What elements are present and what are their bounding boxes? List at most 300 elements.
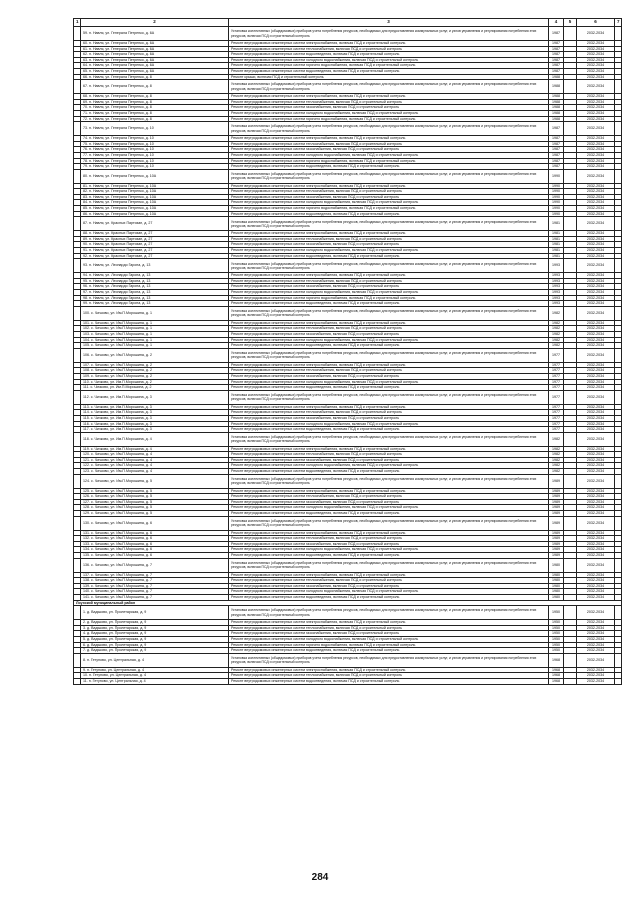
address-text: с. Чичково, ул. Им.П.Морошина, д. 3 (90, 394, 152, 399)
work-type-cell: Ремонт внутридомовых инженерных систем теплоснабжения, включая ПСД и строительный контроль (229, 326, 549, 332)
address-text: с. Чичково, ул. Им.П.Морошина, д. 1 (91, 331, 152, 336)
header-cell: 6 (577, 19, 615, 27)
build-year-cell: 1987 (549, 158, 564, 164)
row-number: 99. (83, 301, 88, 306)
build-year-cell: 1950 (549, 620, 564, 626)
row-number: 94. (83, 273, 88, 278)
address-text: п. Навля, ул. Красных Партизан, д. 27 (89, 242, 153, 247)
address-text: п. Навля, ул. Генерала Петренко, д. 8 (89, 110, 152, 115)
page-number: 284 (311, 872, 329, 883)
period-cell: 2032-2034 (577, 331, 615, 337)
empty-cell (615, 122, 622, 136)
row-index-cell (74, 80, 81, 94)
period-cell: 2032-2034 (577, 27, 615, 41)
address-cell (81, 653, 229, 667)
build-year-cell: 1993 (549, 259, 564, 273)
address-cell (81, 259, 229, 273)
period-cell: 2032-2034 (577, 284, 615, 290)
work-type-cell: Установка коллективных (общедомовых) приборов учета потребления ресурсов, необходимых для предоставления коммунальных услуг, и узлов управления и регулирования потребления этих ресурсов, включая ПСД и строительный контроль (229, 474, 549, 488)
empty-cell (564, 122, 577, 136)
build-year-cell: 1993 (549, 278, 564, 284)
work-type-cell: Ремонт внутридомовых инженерных систем электроснабжения, включая ПСД и строительный контроль (229, 404, 549, 410)
build-year-cell: 1989 (549, 494, 564, 500)
build-year-cell: 1987 (549, 141, 564, 147)
empty-cell (615, 516, 622, 530)
work-type-cell: Ремонт крыши, включая ПСД и строительный контроль (229, 74, 549, 80)
row-index-cell (74, 474, 81, 488)
work-type-cell: Установка коллективных (общедомовых) приборов учета потребления ресурсов, необходимых для предоставления коммунальных услуг, и узлов управления и регулирования потребления этих ресурсов, включая ПСД и строительный контроль (229, 80, 549, 94)
row-number: 124. (83, 478, 90, 483)
row-number: 78. (83, 158, 88, 163)
row-number: 136. (83, 562, 90, 567)
row-number: 7. (83, 648, 86, 653)
build-year-cell: 1987 (549, 147, 564, 153)
empty-cell (564, 678, 577, 684)
row-number: 105. (83, 343, 90, 348)
address-text: п. Навля, ул. Красных Партизан, д. 27 (89, 221, 153, 226)
work-type-cell: Ремонт внутридомовых инженерных систем горячего водоснабжения, включая ПСД и строительный контроль (229, 206, 549, 212)
address-text: п. Навля, ул. Красных Партизан, д. 27 (89, 248, 153, 253)
row-index-cell (74, 217, 81, 231)
address-text: п. Навля, ул. Генерала Петренко, д. 10А (89, 173, 157, 178)
period-cell: 2032-2034 (577, 457, 615, 463)
address-text: с. Чичково, ул. Им.П.Морошина, д. 7 (91, 578, 152, 583)
work-type-cell: Ремонт внутридомовых инженерных систем водоотведения, включая ПСД и строительный контроль (229, 253, 549, 259)
row-number: 81. (83, 183, 88, 188)
address-text: с. Чичково, ул. Им.П.Морошина, д. 4 (90, 446, 152, 451)
header-cell: 3 (229, 19, 549, 27)
work-type-cell: Ремонт внутридомовых инженерных систем холодного водоснабжения, включая ПСД и строительный контроль (229, 110, 549, 116)
build-year-cell: 1950 (549, 642, 564, 648)
row-number: 5. (83, 636, 86, 641)
build-year-cell: 1950 (549, 636, 564, 642)
build-year-cell: 1989 (549, 547, 564, 553)
work-type-cell: Ремонт внутридомовых инженерных систем холодного водоснабжения, включая ПСД и строительный контроль (229, 421, 549, 427)
work-type-cell: Ремонт внутридомовых инженерных систем газоснабжения, включая ПСД и строительный контроль (229, 284, 549, 290)
period-cell: 2032-2034 (577, 594, 615, 600)
build-year-cell: 1987 (549, 46, 564, 52)
period-cell: 2032-2034 (577, 122, 615, 136)
period-cell: 2032-2034 (577, 505, 615, 511)
header-cell: 1 (74, 19, 81, 27)
address-text: с. Чичково, ул. Им.П.Морошина, д. 2 (90, 379, 152, 384)
row-number: 80. (83, 173, 88, 178)
address-text: с. Чичково, ул. Им.П.Морошина, д. 7 (91, 583, 152, 588)
empty-cell (615, 432, 622, 446)
address-text: п. Гетуново, ул. Центральная, д. 4 (87, 657, 144, 662)
work-type-cell: Установка коллективных (общедомовых) приборов учета потребления ресурсов, необходимых для предоставления коммунальных услуг, и узлов управления и регулирования потребления этих ресурсов, включая ПСД и строительный контроль (229, 653, 549, 667)
period-cell: 2032-2034 (577, 589, 615, 595)
work-type-cell: Ремонт внутридомовых инженерных систем водоотведения, включая ПСД и строительный контроль (229, 211, 549, 217)
empty-cell (564, 558, 577, 572)
address-cell (81, 80, 229, 94)
address-text: п. Навля, ул. Генерала Петренко, д. 8 (89, 116, 152, 121)
build-year-cell: 1981 (549, 236, 564, 242)
empty-cell (615, 606, 622, 620)
build-year-cell: 1982 (549, 343, 564, 349)
period-cell: 2032-2034 (577, 578, 615, 584)
build-year-cell: 1982 (549, 320, 564, 326)
work-type-cell: Ремонт внутридомовых инженерных систем электроснабжения, включая ПСД и строительный контроль (229, 667, 549, 673)
period-cell: 2032-2034 (577, 636, 615, 642)
empty-cell (615, 169, 622, 183)
row-number: 101. (83, 320, 90, 325)
address-text: с. Чичково, ул. Им.П.Морошина, д. 4 (91, 469, 152, 474)
work-type-cell: Ремонт внутридомовых инженерных систем водоотведения, включая ПСД и строительный контроль (229, 52, 549, 58)
work-type-cell: Ремонт внутридомовых инженерных систем горячего водоснабжения, включая ПСД и строительный контроль (229, 116, 549, 122)
row-number: 128. (83, 505, 90, 510)
period-cell: 2032-2034 (577, 404, 615, 410)
row-number: 109. (83, 373, 90, 378)
row-index-cell (74, 169, 81, 183)
build-year-cell: 1977 (549, 348, 564, 362)
address-text: с. Чичково, ул. Им.П.Морошина, д. 1 (91, 310, 152, 315)
build-year-cell: 1989 (549, 530, 564, 536)
period-cell: 2032-2034 (577, 558, 615, 572)
work-type-cell: Ремонт внутридомовых инженерных систем газоснабжения, включая ПСД и строительный контроль (229, 457, 549, 463)
table-row (74, 348, 622, 362)
row-number: 88. (83, 231, 88, 236)
period-cell: 2032-2034 (577, 673, 615, 679)
period-cell: 2032-2034 (577, 211, 615, 217)
empty-cell (564, 169, 577, 183)
period-cell: 2032-2034 (577, 259, 615, 273)
work-type-cell: Ремонт внутридомовых инженерных систем газоснабжения, включая ПСД и строительный контроль (229, 373, 549, 379)
period-cell: 2032-2034 (577, 194, 615, 200)
work-type-cell: Ремонт внутридомовых инженерных систем электроснабжения, включая ПСД и строительный контроль (229, 488, 549, 494)
table-row (74, 122, 622, 136)
address-text: с. Чичково, ул. Им.П.Морошина, д. 1 (91, 326, 152, 331)
work-type-cell: Установка коллективных (общедомовых) приборов учета потребления ресурсов, необходимых для предоставления коммунальных услуг, и узлов управления и регулирования потребления этих ресурсов, включая ПСД и строительный контроль (229, 348, 549, 362)
address-text: п. Навля, ул. Генерала Петренко, д. 6А (89, 46, 155, 51)
address-text: п. Навля, ул. Генерала Петренко, д. 10 (89, 136, 154, 141)
address-cell (81, 606, 229, 620)
build-year-cell: 1977 (549, 368, 564, 374)
work-type-cell: Установка коллективных (общедомовых) приборов учета потребления ресурсов, необходимых для предоставления коммунальных услуг, и узлов управления и регулирования потребления этих ресурсов, включая ПСД и строительный контроль (229, 516, 549, 530)
build-year-cell: 1982 (549, 457, 564, 463)
period-cell: 2032-2034 (577, 136, 615, 142)
address-text: п. Навля, ул. Леонардо Гарона, д. 13 (89, 284, 151, 289)
period-cell: 2032-2034 (577, 606, 615, 620)
build-year-cell: 1982 (549, 331, 564, 337)
address-text: п. Навля, ул. Леонардо Гарона, д. 13 (89, 301, 151, 306)
build-year-cell: 1988 (549, 94, 564, 100)
empty-cell (615, 80, 622, 94)
build-year-cell: 1989 (549, 511, 564, 517)
work-type-cell: Ремонт внутридомовых инженерных систем водоотведения, включая ПСД и строительный контроль (229, 469, 549, 475)
build-year-cell: 1993 (549, 301, 564, 307)
row-number: 141. (83, 594, 90, 599)
row-index-cell (74, 432, 81, 446)
row-number: 131. (83, 530, 90, 535)
row-number: 140. (83, 589, 90, 594)
work-type-cell: Ремонт внутридомовых инженерных систем холодного водоснабжения, включая ПСД и строительный контроль (229, 547, 549, 553)
row-number: 59. (83, 31, 88, 36)
build-year-cell: 1977 (549, 379, 564, 385)
work-type-cell: Ремонт внутридомовых инженерных систем газоснабжения, включая ПСД и строительный контроль (229, 147, 549, 153)
row-number: 63. (83, 57, 88, 62)
row-number: 2. (83, 620, 86, 625)
build-year-cell: 1987 (549, 136, 564, 142)
address-cell (81, 516, 229, 530)
period-cell: 2032-2034 (577, 553, 615, 559)
work-type-cell: Ремонт внутридомовых инженерных систем теплоснабжения, включая ПСД и строительный контроль (229, 99, 549, 105)
work-type-cell: Ремонт внутридомовых инженерных систем теплоснабжения, включая ПСД и строительный контроль (229, 452, 549, 458)
period-cell: 2032-2034 (577, 169, 615, 183)
period-cell: 2032-2034 (577, 46, 615, 52)
build-year-cell: 1981 (549, 242, 564, 248)
build-year-cell: 1982 (549, 337, 564, 343)
empty-cell (564, 217, 577, 231)
work-type-cell: Ремонт внутридомовых инженерных систем водоотведения, включая ПСД и строительный контроль (229, 164, 549, 170)
address-cell (81, 432, 229, 446)
address-text: с. Чичково, ул. Им.П.Морошина, д. 1 (91, 337, 152, 342)
build-year-cell: 1987 (549, 122, 564, 136)
address-text: п. Навля, ул. Генерала Петренко, д. 10 (89, 147, 154, 152)
address-text: п. Навля, ул. Красных Партизан, д. 27 (89, 236, 153, 241)
period-cell: 2032-2034 (577, 68, 615, 74)
address-text: д. Вадьково, ул. Пролетарская, д. 9 (87, 642, 147, 647)
row-number: 68. (83, 94, 88, 99)
build-year-cell: 1990 (549, 206, 564, 212)
table-row (74, 516, 622, 530)
period-cell: 2032-2034 (577, 105, 615, 111)
work-type-cell: Ремонт внутридомовых инженерных систем теплоснабжения, включая ПСД и строительный контроль (229, 578, 549, 584)
address-text: с. Чичково, ул. Им.П.Морошина, д. 1 (91, 343, 152, 348)
address-text: п. Навля, ул. Генерала Петренко, д. 6А (89, 63, 155, 68)
build-year-cell: 1982 (549, 326, 564, 332)
period-cell: 2032-2034 (577, 463, 615, 469)
work-type-cell: Ремонт внутридомовых инженерных систем горячего водоснабжения, включая ПСД и строительный контроль (229, 295, 549, 301)
work-type-cell: Ремонт внутридомовых инженерных систем теплоснабжения, включая ПСД и строительный контроль (229, 536, 549, 542)
row-index-cell (74, 558, 81, 572)
empty-cell (564, 516, 577, 530)
build-year-cell: 1987 (549, 41, 564, 47)
period-cell: 2032-2034 (577, 326, 615, 332)
build-year-cell: 1968 (549, 678, 564, 684)
row-number: 75. (83, 141, 88, 146)
address-text: д. Вадьково, ул. Пролетарская, д. 9 (87, 636, 147, 641)
address-cell (81, 27, 229, 41)
empty-cell (564, 474, 577, 488)
row-number: 95. (83, 278, 88, 283)
row-number: 119. (83, 446, 90, 451)
address-text: п. Навля, ул. Генерала Петренко, д. 10А (89, 189, 157, 194)
build-year-cell: 1950 (549, 625, 564, 631)
row-index-cell (74, 122, 81, 136)
row-number: 114. (83, 410, 90, 415)
work-type-cell: Ремонт внутридомовых инженерных систем теплоснабжения, включая ПСД и строительный контроль (229, 141, 549, 147)
table-row (74, 474, 622, 488)
row-number: 1. (83, 610, 86, 615)
row-number: 97. (83, 290, 88, 294)
address-text: д. Вадьково, ул. Пролетарская, д. 9 (87, 625, 147, 630)
empty-cell (564, 80, 577, 94)
period-cell: 2032-2034 (577, 116, 615, 122)
period-cell: 2032-2034 (577, 572, 615, 578)
period-cell: 2032-2034 (577, 248, 615, 254)
work-type-cell: Ремонт внутридомовых инженерных систем холодного водоснабжения, включая ПСД и строительный контроль (229, 337, 549, 343)
row-number: 10. (83, 673, 88, 678)
build-year-cell: 1981 (549, 217, 564, 231)
address-text: п. Навля, ул. Генерала Петренко, д. 10А (89, 211, 157, 216)
row-number: 127. (83, 499, 90, 504)
build-year-cell: 1988 (549, 74, 564, 80)
row-number: 98. (83, 295, 88, 300)
work-type-cell: Ремонт внутридомовых инженерных систем электроснабжения, включая ПСД и строительный контроль (229, 320, 549, 326)
work-type-cell: Ремонт внутридомовых инженерных систем теплоснабжения, включая ПСД и строительный контроль (229, 368, 549, 374)
row-number: 91. (83, 248, 88, 253)
build-year-cell: 1988 (549, 80, 564, 94)
row-number: 123. (83, 469, 90, 474)
row-number: 90. (83, 242, 88, 247)
build-year-cell: 1982 (549, 432, 564, 446)
build-year-cell: 1968 (549, 653, 564, 667)
work-type-cell: Ремонт внутридомовых инженерных систем водоотведения, включая ПСД и строительный контроль (229, 594, 549, 600)
row-number: 6. (83, 642, 86, 647)
period-cell: 2032-2034 (577, 147, 615, 153)
period-cell: 2032-2034 (577, 52, 615, 58)
period-cell: 2032-2034 (577, 57, 615, 63)
work-type-cell: Установка коллективных (общедомовых) приборов учета потребления ресурсов, необходимых для предоставления коммунальных услуг, и узлов управления и регулирования потребления этих ресурсов, включая ПСД и строительный контроль (229, 217, 549, 231)
address-text: с. Чичково, ул. Им.П.Морошина, д. 4 (91, 457, 152, 462)
table-row (74, 169, 622, 183)
row-number: 66. (83, 74, 88, 79)
build-year-cell: 1977 (549, 415, 564, 421)
work-type-cell: Ремонт внутридомовых инженерных систем газоснабжения, включая ПСД и строительный контроль (229, 242, 549, 248)
header-row (74, 19, 622, 27)
work-type-cell: Ремонт внутридомовых инженерных систем холодного водоснабжения, включая ПСД и строительный контроль (229, 57, 549, 63)
row-number: 11. (83, 678, 88, 683)
work-type-cell: Ремонт внутридомовых инженерных систем холодного водоснабжения, включая ПСД и строительный контроль (229, 636, 549, 642)
work-type-cell: Ремонт внутридомовых инженерных систем водоотведения, включая ПСД и строительный контроль (229, 385, 549, 391)
period-cell: 2032-2034 (577, 653, 615, 667)
address-text: п. Гетуново, ул. Центральная, д. 4 (88, 678, 146, 683)
address-cell (81, 217, 229, 231)
build-year-cell: 1988 (549, 110, 564, 116)
empty-cell (564, 390, 577, 404)
work-type-cell: Ремонт внутридомовых инженерных систем электроснабжения, включая ПСД и строительный контроль (229, 530, 549, 536)
build-year-cell: 1989 (549, 474, 564, 488)
table-row (74, 606, 622, 620)
address-text: с. Чичково, ул. Им.П.Морошина, д. 6 (91, 530, 152, 535)
address-text: п. Навля, ул. Генерала Петренко, д. 10А (89, 194, 157, 199)
address-text: п. Навля, ул. Леонардо Гарона, д. 13 (89, 263, 151, 268)
row-index-cell (74, 678, 81, 684)
period-cell: 2032-2034 (577, 583, 615, 589)
address-cell (81, 474, 229, 488)
address-text: п. Навля, ул. Генерала Петренко, д. 6А (89, 68, 155, 73)
work-type-cell: Ремонт внутридомовых инженерных систем теплоснабжения, включая ПСД и строительный контроль (229, 236, 549, 242)
work-type-cell: Установка коллективных (общедомовых) приборов учета потребления ресурсов, необходимых для предоставления коммунальных услуг, и узлов управления и регулирования потребления этих ресурсов, включая ПСД и строительный контроль (229, 122, 549, 136)
table-row (74, 80, 622, 94)
address-text: с. Чичково, ул. Им.П.Морошина, д. 4 (91, 463, 152, 468)
period-cell: 2032-2034 (577, 432, 615, 446)
address-text: п. Навля, ул. Генерала Петренко, д. 10 (89, 141, 154, 146)
build-year-cell: 1987 (549, 57, 564, 63)
period-cell: 2032-2034 (577, 362, 615, 368)
work-type-cell: Ремонт внутридомовых инженерных систем водоотведения, включая ПСД и строительный контроль (229, 678, 549, 684)
build-year-cell: 1981 (549, 253, 564, 259)
empty-cell (564, 653, 577, 667)
table-row (74, 432, 622, 446)
address-text: д. Вадьково, ул. Пролетарская, д. 9 (87, 620, 147, 625)
work-type-cell: Ремонт внутридомовых инженерных систем теплоснабжения, включая ПСД и строительный контроль (229, 625, 549, 631)
period-cell: 2032-2034 (577, 63, 615, 69)
address-text: д. Вадьково, ул. Пролетарская, д. 9 (87, 631, 147, 636)
work-type-cell: Ремонт внутридомовых инженерных систем водоотведения, включая ПСД и строительный контроль (229, 553, 549, 559)
row-number: 9. (83, 667, 86, 672)
work-type-cell: Ремонт внутридомовых инженерных систем горячего водоснабжения, включая ПСД и строительный контроль (229, 63, 549, 69)
empty-cell (615, 27, 622, 41)
row-number: 86. (83, 211, 88, 216)
work-type-cell: Ремонт внутридомовых инженерных систем газоснабжения, включая ПСД и строительный контроль (229, 583, 549, 589)
work-type-cell: Ремонт внутридомовых инженерных систем электроснабжения, включая ПСД и строительный контроль (229, 136, 549, 142)
period-cell: 2032-2034 (577, 499, 615, 505)
build-year-cell: 1982 (549, 469, 564, 475)
period-cell: 2032-2034 (577, 348, 615, 362)
build-year-cell: 1988 (549, 116, 564, 122)
header-cell: 7 (615, 19, 622, 27)
build-year-cell: 1993 (549, 284, 564, 290)
period-cell: 2032-2034 (577, 41, 615, 47)
empty-cell (615, 390, 622, 404)
build-year-cell: 1981 (549, 248, 564, 254)
period-cell: 2032-2034 (577, 164, 615, 170)
period-cell: 2032-2034 (577, 446, 615, 452)
build-year-cell: 1987 (549, 152, 564, 158)
build-year-cell: 1993 (549, 273, 564, 279)
row-number: 72. (83, 116, 88, 121)
row-number: 67. (83, 84, 88, 89)
address-text: с. Чичково, ул. Им.П.Морошина, д. 5 (91, 494, 152, 499)
period-cell: 2032-2034 (577, 488, 615, 494)
row-index-cell (74, 606, 81, 620)
build-year-cell: 1989 (549, 541, 564, 547)
period-cell: 2032-2034 (577, 541, 615, 547)
address-cell (81, 122, 229, 136)
row-number: 76. (83, 147, 88, 152)
work-type-cell: Ремонт внутридомовых инженерных систем холодного водоснабжения, включая ПСД и строительный контроль (229, 589, 549, 595)
row-number: 89. (83, 236, 88, 241)
period-cell: 2032-2034 (577, 368, 615, 374)
work-type-cell: Ремонт внутридомовых инженерных систем теплоснабжения, включая ПСД и строительный контроль (229, 46, 549, 52)
row-index-cell (74, 259, 81, 273)
row-number: 102. (83, 326, 90, 331)
address-text: п. Навля, ул. Генерала Петренко, д. 10 (89, 126, 154, 131)
work-type-cell: Ремонт внутридомовых инженерных систем электроснабжения, включая ПСД и строительный контроль (229, 231, 549, 237)
period-cell: 2032-2034 (577, 206, 615, 212)
build-year-cell: 1980 (549, 572, 564, 578)
address-text: с. Чичково, ул. Им.П.Морошина, д. 3 (90, 410, 152, 415)
address-text: с. Чичково, ул. Им.П.Морошина, д. 5 (91, 511, 152, 516)
address-text: с. Чичково, ул. Им.П.Морошина, д. 7 (91, 562, 152, 567)
build-year-cell: 1982 (549, 463, 564, 469)
period-cell: 2032-2034 (577, 141, 615, 147)
address-text: с. Чичково, ул. Им.П.Морошина, д. 7 (91, 589, 152, 594)
address-text: п. Навля, ул. Леонардо Гарона, д. 13 (89, 278, 151, 283)
address-text: с. Чичково, ул. Им.П.Морошина, д. 6 (91, 541, 152, 546)
period-cell: 2032-2034 (577, 242, 615, 248)
build-year-cell: 1987 (549, 68, 564, 74)
empty-cell (615, 306, 622, 320)
address-text: п. Навля, ул. Генерала Петренко, д. 8 (89, 84, 152, 89)
address-text: с. Чичково, ул. Им.П.Морошина, д. 5 (91, 505, 152, 510)
period-cell: 2032-2034 (577, 547, 615, 553)
address-text: п. Навля, ул. Генерала Петренко, д. 8 (89, 105, 152, 110)
period-cell: 2032-2034 (577, 337, 615, 343)
address-text: п. Навля, ул. Генерала Петренко, д. 6А (89, 52, 155, 57)
